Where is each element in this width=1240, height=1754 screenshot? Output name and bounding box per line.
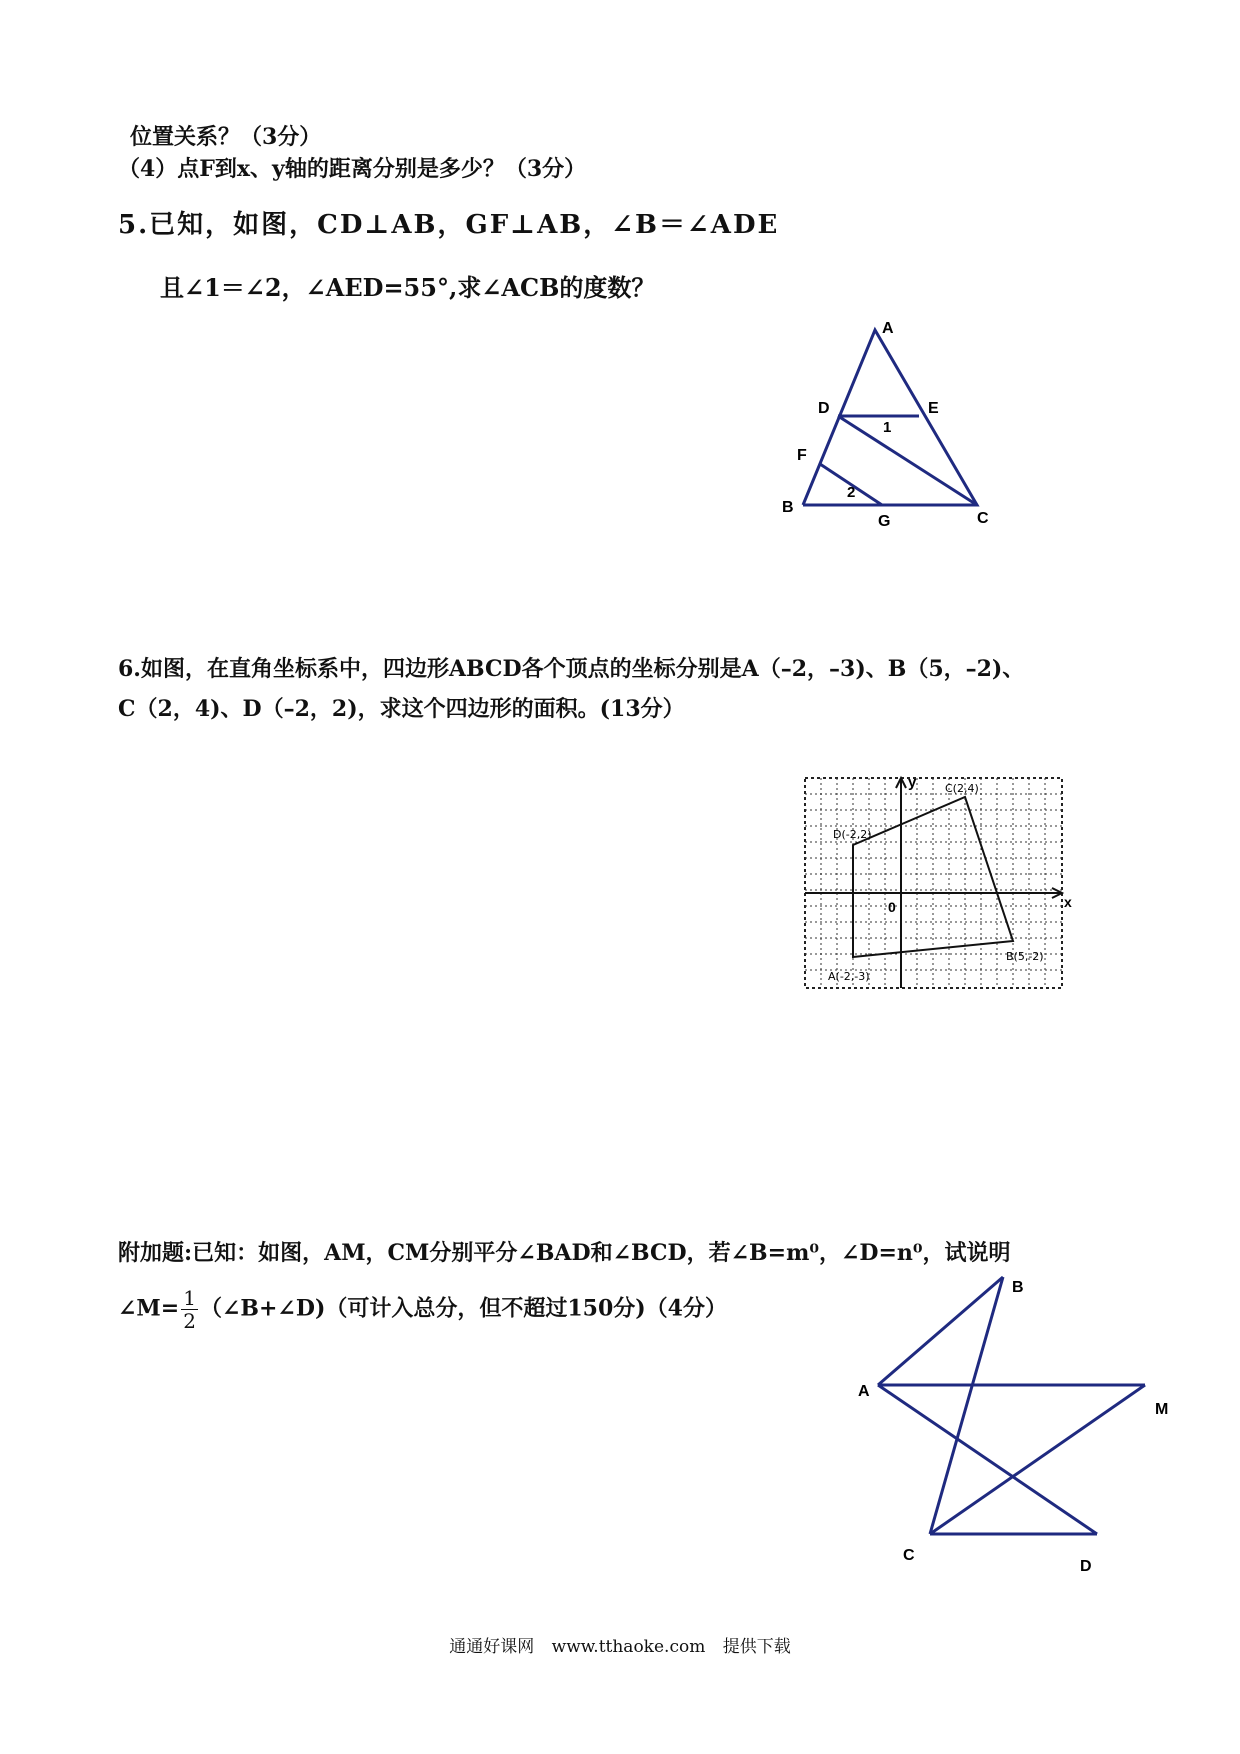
extra-question-line-1: 附加题:已知：如图，AM，CM分别平分∠BAD和∠BCD，若∠B=m⁰，∠D=n⁰，试说明	[118, 1240, 1011, 1266]
text-line-question-4: （4）点F到x、y轴的距离分别是多少？（3分）	[118, 156, 587, 182]
fraction-numerator: 1	[183, 1286, 196, 1310]
figure-crossing-lines	[840, 1270, 1180, 1600]
label-b: B	[782, 499, 794, 516]
extra-question-line-2	[118, 1287, 727, 1332]
label-a: A	[882, 320, 894, 337]
label-point-c: C(2,4)	[945, 782, 979, 795]
question-5-line-1: 5.已知，如图，CD⊥AB，GF⊥AB，∠B＝∠ADE	[118, 210, 780, 240]
axis-y-label: y	[908, 774, 917, 791]
label-angle-2: 2	[847, 484, 856, 501]
footer-site-name: 通通好课网	[449, 1637, 535, 1657]
origin-label: 0	[888, 899, 896, 915]
label-b: B	[1012, 1279, 1024, 1296]
label-c: C	[977, 510, 989, 527]
page-footer	[0, 1632, 1240, 1657]
footer-note: 提供下载	[722, 1637, 791, 1657]
label-g: G	[878, 513, 891, 530]
label-f: F	[797, 447, 807, 464]
axis-x-label: x	[1064, 894, 1072, 910]
footer-url: www.tthaoke.com	[551, 1637, 706, 1657]
label-point-d: D(-2,2)	[833, 828, 872, 841]
label-c: C	[903, 1547, 915, 1564]
figure-triangle-abc	[770, 310, 1010, 540]
extra-question-suffix: （∠B+∠D)（可计入总分，但不超过150分)（4分）	[199, 1295, 727, 1322]
label-a: A	[858, 1383, 870, 1400]
label-d: D	[1080, 1558, 1092, 1575]
label-m: M	[1155, 1401, 1169, 1418]
figure-coordinate-grid	[800, 770, 1080, 990]
question-5-line-2: 且∠1＝∠2，∠AED=55°,求∠ACB的度数？	[160, 273, 656, 302]
label-e: E	[928, 400, 939, 417]
question-6-line-1: 6.如图，在直角坐标系中，四边形ABCD各个顶点的坐标分别是A（–2，–3)、B（5，–2)、	[118, 656, 1025, 682]
label-point-b: B(5,-2)	[1006, 950, 1044, 963]
fraction-one-half	[181, 1287, 198, 1332]
fraction-denominator: 2	[183, 1309, 196, 1333]
label-point-a: A(-2,-3)	[828, 970, 870, 983]
text-line-position-relation: 位置关系？（3分）	[130, 124, 322, 150]
question-6-line-2: C（2，4)、D（–2，2)，求这个四边形的面积。(13分）	[118, 696, 685, 722]
label-d: D	[818, 400, 830, 417]
extra-question-prefix: ∠M=	[118, 1295, 180, 1322]
label-angle-1: 1	[883, 419, 892, 436]
